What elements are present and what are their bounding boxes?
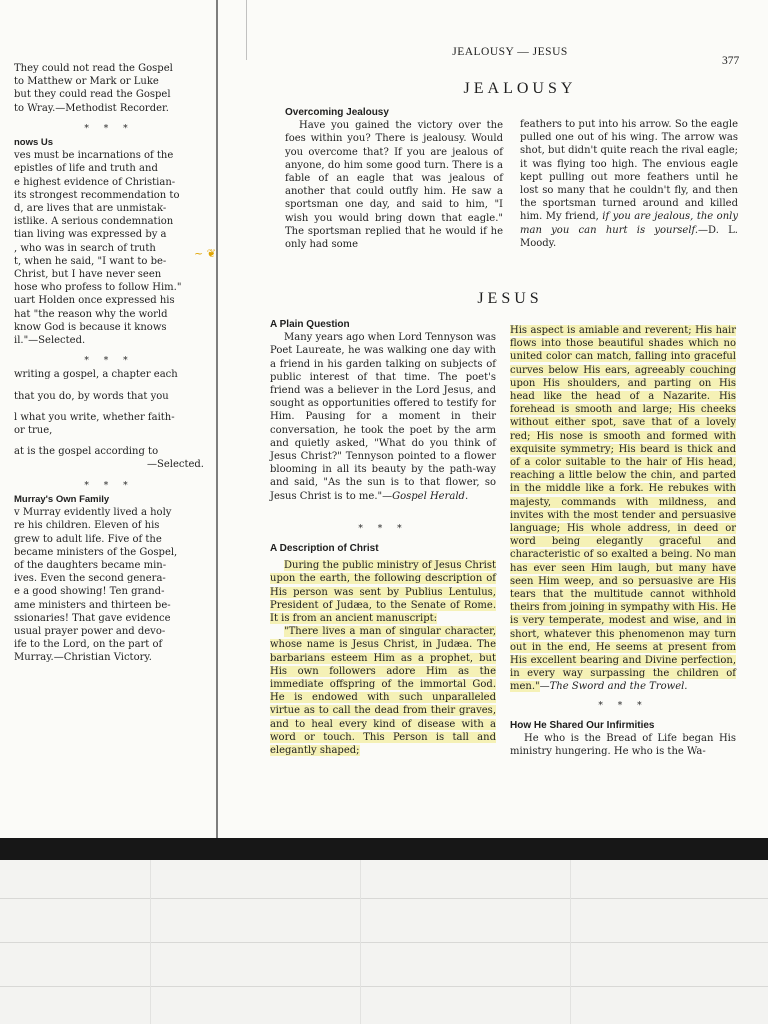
left-paragraph xyxy=(14,445,204,471)
jealousy-left-column xyxy=(285,106,503,251)
left-line: grew to adult life. Five of the xyxy=(14,533,162,545)
left-line: il."—Selected. xyxy=(14,335,86,347)
scan-edge xyxy=(0,838,768,860)
left-heading: nows Us xyxy=(14,137,54,149)
margin-mark: ~ ❦ xyxy=(194,247,216,260)
left-line: know God is because it knows xyxy=(14,321,167,333)
grid-line xyxy=(150,860,151,1024)
plain-question-heading: A Plain Question xyxy=(270,319,350,330)
jesus-right-column xyxy=(510,324,736,759)
left-line: tian living was expressed by a xyxy=(14,229,167,241)
left-line: but they could read the Gospel xyxy=(14,89,171,101)
page-crease xyxy=(246,0,247,60)
plain-question-source: —Gospel Herald. xyxy=(382,490,469,502)
background-surface xyxy=(0,860,768,1024)
left-line: ame ministers and thirteen be- xyxy=(14,599,171,611)
left-line: t, when he said, "I want to be- xyxy=(14,255,167,267)
description-para-1-text: During the public ministry of Jesus Christ upon the earth, the following description of His person was sent by Publius Lentulus, President of Judæa, to the Senate of Rome. It is from an ancient manuscript: xyxy=(270,560,496,625)
page-gutter xyxy=(216,0,218,850)
running-title: JEALOUSY — JESUS xyxy=(452,46,568,58)
left-paragraph xyxy=(14,411,204,437)
left-line: re his children. Eleven of his xyxy=(14,520,160,532)
left-line: v Murray evidently lived a holy xyxy=(14,507,172,519)
left-paragraph xyxy=(14,62,204,115)
grid-line xyxy=(0,986,768,987)
left-line: ife to the Lord, on the part of xyxy=(14,639,163,651)
left-paragraph xyxy=(14,368,204,381)
description-para-2 xyxy=(270,625,496,757)
left-line: They could not read the Gospel xyxy=(14,63,173,74)
left-line: ives. Even the second genera- xyxy=(14,573,166,585)
grid-line xyxy=(0,898,768,899)
left-line: its strongest recommendation to xyxy=(14,189,180,201)
plain-question-body: Many years ago when Lord Tennyson was Poet Laureate, he was walking one day with a friend in his garden talking on subjects of public interest of that time. The poet's friend was a believer in the Lord Jesus, and sought as opportunities offered to testify for Him. Pausing for a moment in their conversation, he took the poet by the arm and quietly asked, "What do you think of Jesus Christ?" Tennyson pointed to a flower blooming in all its beauty by the path-way and said, "As the sun is to that flower, so Jesus Christ is to me." xyxy=(270,332,496,502)
jealousy-text-right xyxy=(520,118,738,250)
infirmities-text: He who is the Bread of Life began His ministry hungering. He who is the Wa- xyxy=(510,733,736,758)
jealousy-right-column xyxy=(520,118,738,250)
left-divider: * * * xyxy=(84,356,134,367)
left-line: e highest evidence of Christian- xyxy=(14,176,176,188)
left-line: d, are lives that are unmistak- xyxy=(14,203,167,215)
jesus-left-column xyxy=(270,318,496,757)
left-line: l what you write, whether faith- xyxy=(14,411,175,423)
section-divider-2: * * * xyxy=(598,700,648,711)
left-page-column xyxy=(14,62,204,673)
description-para-2-text: "There lives a man of singular character, whose name is Jesus Christ, in Judæa. The barbarians esteem Him as a prophet, but His own followers adore Him as the immediate offspring of the immortal God. He is endowed with such unparalleled virtue as to call the dead from their graves, and to heal every kind of disease with a word or touch. This Person is tall and elegantly shaped; xyxy=(270,626,496,757)
left-line: ssionaries! That gave evidence xyxy=(14,612,171,624)
left-line: to Wray.—Methodist Recorder. xyxy=(14,102,169,114)
page-number: 377 xyxy=(722,55,740,67)
left-line: istlike. A serious condemnation xyxy=(14,216,174,228)
left-line: uart Holden once expressed his xyxy=(14,295,175,307)
left-heading: Murray's Own Family xyxy=(14,493,110,505)
left-line: writing a gospel, a chapter each xyxy=(14,369,178,381)
left-line: Christ, but I have never seen xyxy=(14,269,162,281)
jealousy-text-right-main: feathers to put into his arrow. So the eagle pulled one out of his wing. The arrow was shot, but didn't quite reach the rival eagle; it was flying too high. The envious eagle kept pulling out more feathers until he lost so many that he couldn't fly, and then the sportsman turned around and killed him. My friend, xyxy=(520,119,738,223)
left-line: e a good showing! Ten grand- xyxy=(14,586,165,598)
left-line: —Selected. xyxy=(146,459,204,471)
left-divider: * * * xyxy=(84,123,134,134)
left-paragraph xyxy=(14,149,204,347)
left-line: ves must be incarnations of the xyxy=(14,150,174,162)
left-line: became ministers of the Gospel, xyxy=(14,546,178,558)
section-divider: * * * xyxy=(358,523,408,534)
left-paragraph xyxy=(14,506,204,664)
left-line: or true, xyxy=(14,425,53,437)
description-para-1 xyxy=(270,559,496,625)
description-source: —The Sword and the Trowel. xyxy=(539,681,688,693)
jealousy-moral: if you are jealous, the only man you can hurt is yourself. xyxy=(520,211,738,236)
description-continued-text: His aspect is amiable and reverent; His hair flows into those beautiful shades which no united color can match, falling into graceful curves below His ears, agreeably couching upon His shoulders, and parting on His head like the head of a Nazarite. His forehead is smooth and large; His cheeks without either spot, save that of a lovely red; His nose is smooth and formed with exquisite symmetry; His beard is thick and of a color suitable to the hair of His head, reaching a little below the chin, and parted in the middle like a fork. He rebukes with majesty, commands with mildness, and invites with the most tender and persuasive language; His whole address, in deed or word being elegantly graceful and characteristic of so exalted a being. No man has ever seen Him laugh, but many have seen Him weep, and so persuasive are His tears that the multitude cannot withhold theirs from joining in sympathy with His. He is very temperate, modest and wise, and in short, whatever this phenomenon may turn out in the end, He seems at present from His excellent bearing and Divine perfection, in every way surpassing the children of men." xyxy=(510,325,736,693)
left-line: usual prayer power and devo- xyxy=(14,625,166,637)
left-line: of the daughters became min- xyxy=(14,559,167,571)
grid-line xyxy=(570,860,571,1024)
grid-line xyxy=(0,942,768,943)
left-line: to Matthew or Mark or Luke xyxy=(14,76,159,88)
left-paragraph xyxy=(14,390,204,403)
plain-question-text xyxy=(270,331,496,503)
section-title-jealousy: JEALOUSY xyxy=(463,80,577,97)
left-line: hose who profess to follow Him." xyxy=(14,282,182,294)
grid-line xyxy=(360,860,361,1024)
left-divider: * * * xyxy=(84,480,134,491)
jealousy-text-left: Have you gained the victory over the foes within you? There is jealousy. Would you overcome that? If you are jealous of anyone, do him some good turn. There is a fable of an eagle that was jealous of another that could outfly him. He saw a sportsman one day, and said to him, "I wish you would bring down that eagle." The sportsman replied that he would if he only had some xyxy=(285,120,503,251)
left-line: hat "the reason why the world xyxy=(14,308,168,320)
description-heading: A Description of Christ xyxy=(270,543,379,555)
left-line: , who was in search of truth xyxy=(14,242,156,254)
left-line: epistles of life and truth and xyxy=(14,163,158,175)
left-line: at is the gospel according to xyxy=(14,446,159,458)
jealousy-source: —D. L. Moody. xyxy=(520,224,738,249)
description-continued xyxy=(510,324,736,694)
left-line: Murray.—Christian Victory. xyxy=(14,652,152,664)
section-title-jesus: JESUS xyxy=(477,290,543,307)
overcoming-jealousy-heading: Overcoming Jealousy xyxy=(285,107,389,118)
infirmities-heading: How He Shared Our Infirmities xyxy=(510,719,655,731)
left-line: that you do, by words that you xyxy=(14,390,169,402)
